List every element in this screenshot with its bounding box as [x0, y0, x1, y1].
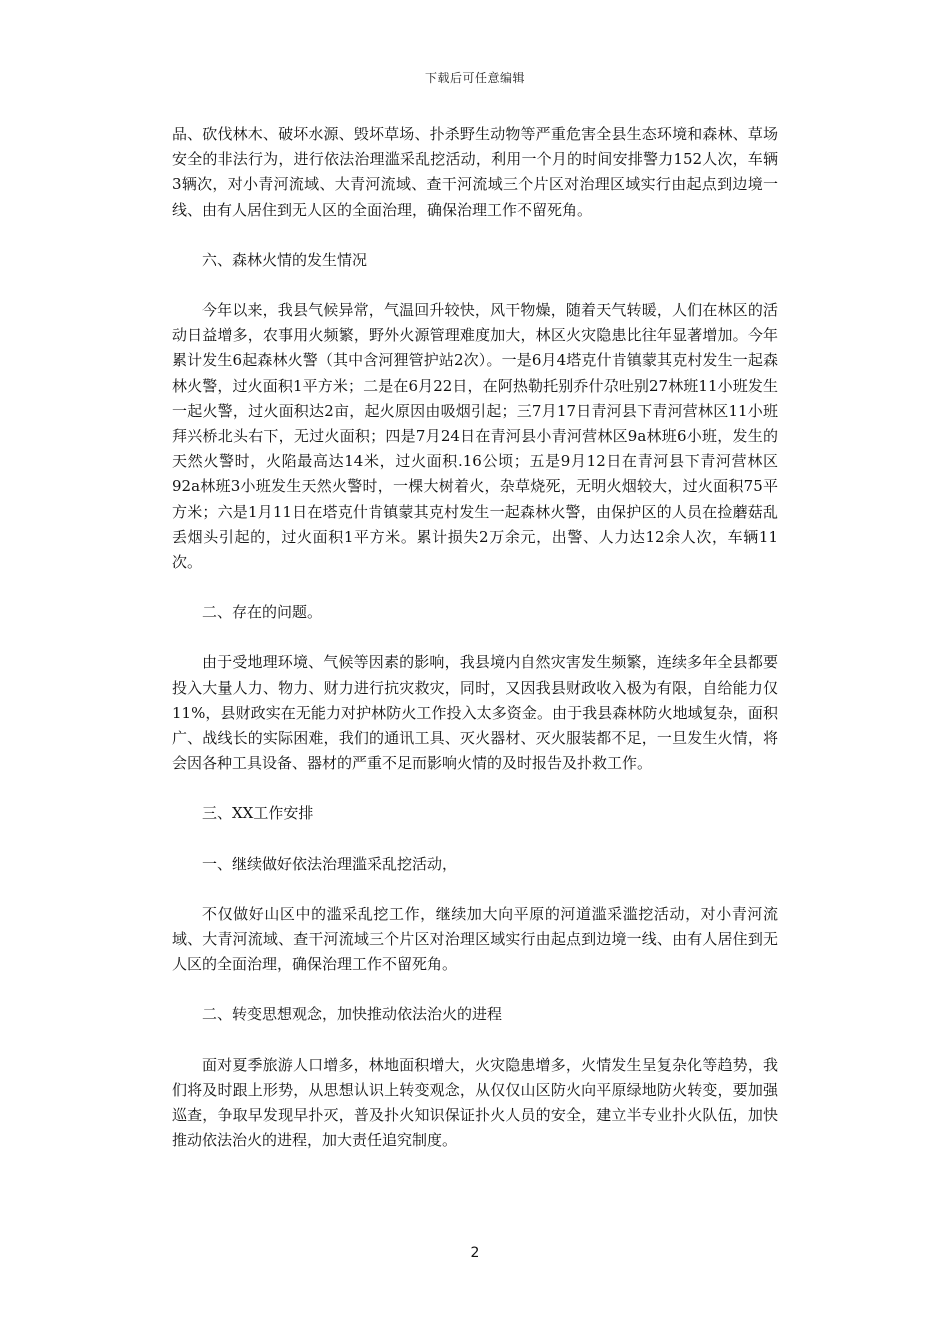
paragraph-governance: 不仅做好山区中的滥采乱挖工作，继续加大向平原的河道滥采滥挖活动，对小青河流域、大青河流域、查干河流域三个片区对治理区域实行由起点到边境一线、由有人居住到无人区的全面治理，确保治理工作不留死角。 [172, 904, 778, 974]
paragraph-continuation: 品、砍伐林木、破坏水源、毁坏草场、扑杀野生动物等严重危害全县生态环境和森林、草场安全的非法行为，进行依法治理滥采乱挖活动，利用一个月的时间安排警力152人次，车辆3辆次，对小青河流域、大青河流域、查干河流域三个片区对治理区域实行由起点到边境一线、由有人居住到无人区的全面治理，确保治理工作不留死角。 [172, 125, 778, 219]
section-heading-problems: 二、存在的问题。 [202, 603, 323, 622]
document-body [172, 122, 778, 1179]
paragraph-change-mindset: 面对夏季旅游人口增多，林地面积增大，火灾隐患增多，火情发生呈复杂化等趋势，我们将及时跟上形势，从思想认识上转变观念，从仅仅山区防火向平原绿地防火转变，要加强巡查，争取早发现早扑灭，普及扑火知识保证扑火人员的安全，建立半专业扑火队伍，加快推动依法治火的进程，加大责任追究制度。 [172, 1055, 778, 1150]
paragraph-fire-incidents: 今年以来，我县气候异常，气温回升较快，风干物燥，随着天气转暖，人们在林区的活动日益增多，农事用火频繁，野外火源管理难度加大，林区火灾隐患比往年显著增加。今年累计发生6起森林火警（其中含河狸管护站2次）。一是6月4塔克什肯镇蒙其克村发生一起森林火警，过火面积1平方米；二是在6月22日，在阿热勒托别乔什尕吐别27林班11小班发生一起火警，过火面积达2亩，起火原因由吸烟引起；三7月17日青河县下青河营林区11小班拜兴桥北头右下，无过火面积；四是7月24日在青河县小青河营林区9a林班6小班，发生的天然火警时，火陷最高达14米，过火面积.16公顷；五是9月12日在青河县下青河营林区92a林班3小班发生天然火警时，一棵大树着火，杂草烧死，无明火烟较大，过火面积75平方米；六是1月11日在塔克什肯镇蒙其克村发生一起森林火警，由保护区的人员在捡蘑菇乱丢烟头引起的，过火面积1平方米。累计损失2万余元，出警、人力达12余人次，车辆11次。 [172, 301, 778, 572]
page-number: 2 [470, 1245, 480, 1261]
header-note: 下载后可任意编辑 [424, 71, 525, 85]
section-heading-fire-situation: 六、森林火情的发生情况 [202, 250, 368, 269]
subheading-continue-governance: 一、继续做好依法治理滥采乱挖活动， [202, 854, 458, 873]
subheading-change-mindset: 二、转变思想观念，加快推动依法治火的进程 [202, 1005, 503, 1024]
paragraph-problems: 由于受地理环境、气候等因素的影响，我县境内自然灾害发生频繁，连续多年全县都要投入大量人力、物力、财力进行抗灾救灾，同时，又因我县财政收入极为有限，自给能力仅11%，县财政实在无能力对护林防火工作投入太多资金。由于我县森林防火地域复杂，面积广、战线长的实际困难，我们的通讯工具、灭火器材、灭火服装都不足，一旦发生火情，将会因各种工具设备、器材的严重不足而影响火情的及时报告及扑救工作。 [172, 653, 778, 773]
section-heading-work-plan: 三、XX工作安排 [202, 804, 314, 823]
